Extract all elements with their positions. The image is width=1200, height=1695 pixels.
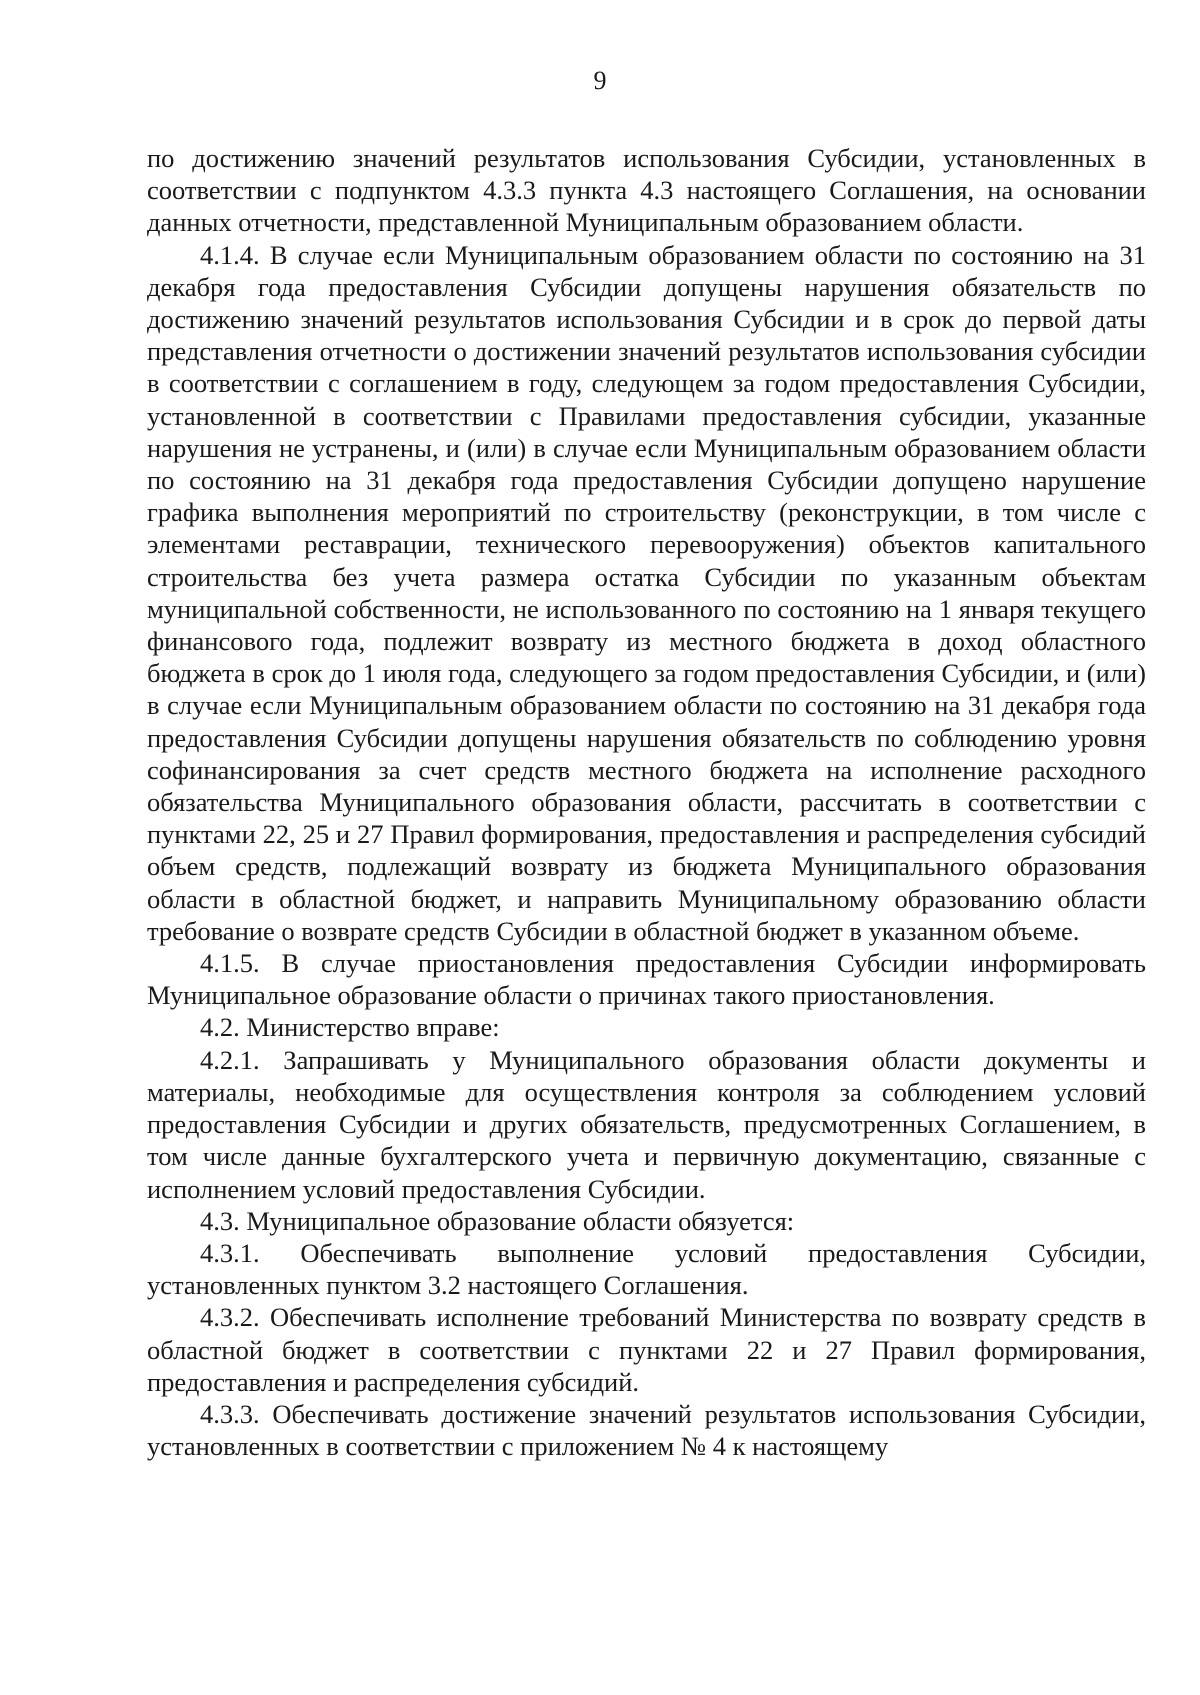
paragraph-4-3-1: 4.3.1. Обеспечивать выполнение условий предоставления Субсидии, установленных пунктом 3.2 настоящего Соглашения. [147, 1237, 1146, 1301]
document-body [147, 142, 1146, 1462]
paragraph-continuation: по достижению значений результатов использования Субсидии, установленных в соответствии с подпунктом 4.3.3 пункта 4.3 настоящего Соглашения, на основании данных отчетности, представленной Муниципальным образованием области. [147, 143, 1146, 238]
paragraph-4-3-3: 4.3.3. Обеспечивать достижение значений результатов использования Субсидии, установленных в соответствии с приложением № 4 к настоящему [147, 1398, 1146, 1462]
paragraph-4-2: 4.2. Министерство вправе: [200, 1012, 500, 1043]
paragraph-4-3: 4.3. Муниципальное образование области обязуется: [200, 1205, 795, 1236]
paragraph-4-3-2: 4.3.2. Обеспечивать исполнение требований Министерства по возврату средств в областной бюджет в соответствии с пунктами 22 и 27 Правил формирования, предоставления и распределения субсидий. [147, 1302, 1146, 1397]
paragraph-4-1-5: 4.1.5. В случае приостановления предоставления Субсидии информировать Муниципальное образование области о причинах такого приостановления. [147, 948, 1146, 1011]
paragraph-4-2-1: 4.2.1. Запрашивать у Муниципального образования области документы и материалы, необходимые для осуществления контроля за соблюдением условий предоставления Субсидии и других обязательств, предусмотренных Соглашением, в том числе данные бухгалтерского учета и первичную документацию, связанные с исполнением условий предоставления Субсидии. [147, 1044, 1146, 1204]
paragraph-4-1-4: 4.1.4. В случае если Муниципальным образованием области по состоянию на 31 декабря года предоставления Субсидии допущены нарушения обязательств по достижению значений результатов использования Субсидии и в срок до первой даты представления отчетности о достижении значений результатов использования субсидии в соответствии с соглашением в году, следующем за годом предоставления Субсидии, установленной в соответствии с Правилами предоставления субсидии, указанные нарушения не устранены, и (или) в случае если Муниципальным образованием области по состоянию на 31 декабря года предоставления Субсидии допущено нарушение графика выполнения мероприятий по строительству (реконструкции, в том числе с элементами реставрации, технического перевооружения) объектов капитального строительства без учета размера остатка Субсидии по указанным объектам муниципальной собственности, не использованного по состоянию на 1 января текущего финансового года, подлежит возврату из местного бюджета в доход областного бюджета в срок до 1 июля года, следующего за годом предоставления Субсидии, и (или) в случае если Муниципальным образованием области по состоянию на 31 декабря года предоставления Субсидии допущены нарушения обязательств по соблюдению уровня софинансирования за счет средств местного бюджета на исполнение расходного обязательства Муниципального образования области, рассчитать в соответствии с пунктами 22, 25 и 27 Правил формирования, предоставления и распределения субсидий объем средств, подлежащий возврату из бюджета Муниципального образования области в областной бюджет, и направить Муниципальному образованию области требование о возврате средств Субсидии в областной бюджет в указанном объеме. [147, 239, 1146, 946]
page-number: 9 [593, 66, 607, 95]
